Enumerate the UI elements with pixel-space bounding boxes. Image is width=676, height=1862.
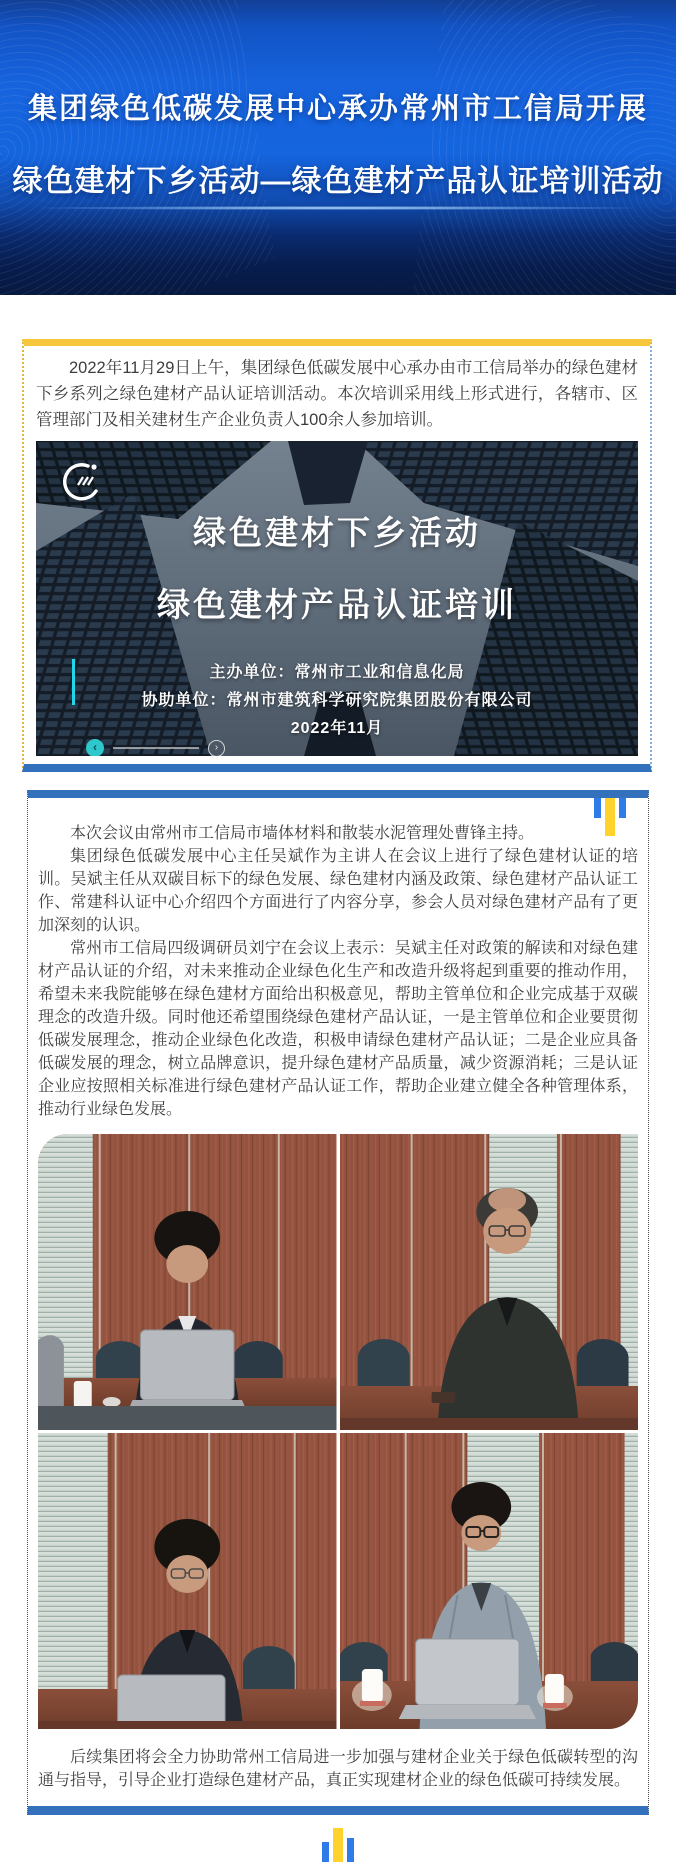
meeting-photo-grid — [38, 1134, 638, 1729]
report-section — [27, 790, 649, 1815]
video-back-button[interactable]: ‹ — [86, 739, 104, 756]
ornament-blue-bar — [619, 798, 626, 818]
video-title-line1: 绿色建材下乡活动 — [193, 514, 481, 551]
meeting-photo-3 — [38, 1433, 337, 1729]
footer-blue-bar-left — [322, 1842, 329, 1862]
video-cyan-accent-bar — [72, 659, 75, 705]
footer-blue-bar-right — [347, 1838, 354, 1862]
intro-section — [22, 339, 652, 772]
closing-paragraph: 后续集团将会全力协助常州工信局进一步加强与建材企业关于绿色低碳转型的沟通与指导，引导企业打造绿色建材产品，真正实现建材企业的绿色低碳可持续发展。 — [38, 1749, 638, 1789]
training-video-player[interactable] — [36, 441, 638, 756]
video-forward-button[interactable]: › — [208, 740, 225, 757]
banner-glow-line — [41, 206, 636, 210]
meeting-photo-4 — [340, 1433, 639, 1729]
report-paragraph-1: 本次会议由常州市工信局市墙体材料和散装水泥管理处曹锋主持。 — [70, 825, 535, 842]
report-paragraph-2: 集团绿色低碳发展中心主任吴斌作为主讲人在会议上进行了绿色建材认证的培训。吴斌主任从双碳目标下的绿色发展、绿色建材内涵及政策、绿色建材产品认证工作、常建科认证中心介绍四个方面进行了内容分享，参会人员对绿色建材产品有了更加深刻的认识。 — [38, 848, 638, 934]
video-organizer-line: 主办单位：常州市工业和信息化局 — [209, 664, 465, 681]
video-controls — [86, 739, 225, 756]
video-assistant-line: 协助单位：常州市建筑科学研究院集团股份有限公司 — [141, 692, 533, 709]
video-date-line: 2022年11月 — [290, 720, 384, 737]
section-corner-ornament — [594, 798, 626, 836]
ornament-blue-bar — [594, 798, 601, 818]
meeting-photo-2 — [340, 1134, 639, 1430]
bar-chart-decoration-icon — [315, 1828, 361, 1862]
banner — [0, 0, 676, 295]
ciss-logo-icon — [58, 461, 106, 503]
intro-paragraph: 2022年11月29日上午，集团绿色低碳发展中心承办由市工信局举办的绿色建材下乡系列之绿色建材产品认证培训活动。本次培训采用线上形式进行，各辖市、区管理部门及相关建材生产企业负责人100余人参加培训。 — [36, 359, 638, 429]
video-title-line2: 绿色建材产品认证培训 — [157, 586, 517, 623]
meeting-photo-1 — [38, 1134, 337, 1430]
banner-title-line2: 绿色建材下乡活动—绿色建材产品认证培训活动 — [12, 165, 664, 198]
video-progress-bar[interactable] — [113, 747, 199, 749]
banner-title-line1: 集团绿色低碳发展中心承办常州市工信局开展 — [27, 93, 648, 125]
ornament-yellow-bar — [605, 798, 615, 836]
footer-yellow-bar — [333, 1828, 343, 1862]
report-paragraph-3: 常州市工信局四级调研员刘宁在会议上表示：吴斌主任对政策的解读和对绿色建材产品认证的介绍，对未来推动企业绿色化生产和改造升级将起到重要的推动作用，希望未来我院能够在绿色建材方面给出积极意见，帮助主管单位和企业完成基于双碳理念的改造升级。同时他还希望围绕绿色建材产品认证，一是主管单位和企业要贯彻低碳发展理念，推动企业绿色化改造，积极申请绿色建材产品认证；二是企业应具备低碳发展的理念，树立品牌意识，提升绿色建材产品质量，减少资源消耗；三是认证企业应按照相关标准进行绿色建材产品认证工作，帮助企业建立健全各种管理体系，推动行业绿色发展。 — [38, 940, 638, 1118]
